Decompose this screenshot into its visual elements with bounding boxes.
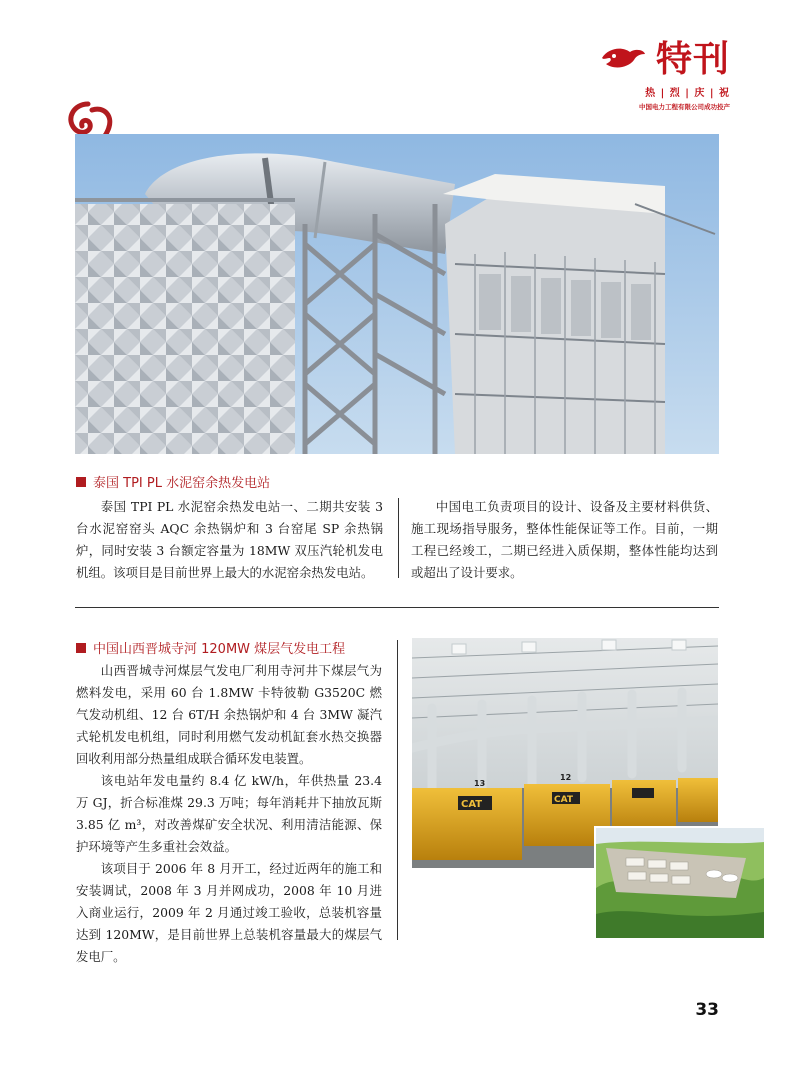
section2-heading <box>76 638 345 657</box>
masthead-title: 特刊 <box>655 39 730 80</box>
masthead-org: 中国电力工程有限公司成功投产 <box>639 103 730 111</box>
section2-paragraph: 山西晋城寺河煤层气发电厂利用寺河井下煤层气为燃料发电，采用 60 台 1.8MW 卡特彼勒 G3520C 燃气发动机组、12 台 6T/H 余热锅炉和 4 台 3MW 凝汽式轮机发电机组，同时利用燃气发动机缸套水热交换器回收利用部分热量组成联合循环发电装置。 <box>76 663 382 766</box>
boiler-plant-photo <box>75 134 719 454</box>
section1-right-paragraph: 中国电工负责项目的设计、设备及主要材料供货、施工现场指导服务，整体性能保证等工作。目前，一期工程已经竣工，二期已经进入质保期，整体性能均达到或超出了设计要求。 <box>411 499 718 580</box>
heading-bullet-icon <box>76 477 86 487</box>
masthead <box>600 39 730 116</box>
section2-body <box>76 660 382 968</box>
column-divider <box>397 640 398 940</box>
section1-right-column <box>411 496 718 584</box>
cat-label: CAT <box>461 799 483 810</box>
section1-heading-text: 泰国 TPI PL 水泥窑余热发电站 <box>93 476 271 491</box>
column-divider <box>398 498 399 578</box>
cat-label: CAT <box>554 795 574 805</box>
section-divider <box>75 607 719 608</box>
heading-bullet-icon <box>76 643 86 653</box>
section1-left-paragraph: 泰国 TPI PL 水泥窑余热发电站一、二期共安装 3 台水泥窑窑头 AQC 余热锅炉和 3 台窑尾 SP 余热锅炉，同时安装 3 台额定容量为 18MW 双压汽轮机发电机组。该项目是目前世界上最大的水泥窑余热发电站。 <box>76 499 383 580</box>
page-number: 33 <box>695 1000 719 1020</box>
masthead-logo-icon <box>600 44 646 74</box>
section2-paragraph: 该项目于 2006 年 8 月开工，经过近两年的施工和安装调试，2008 年 3 月并网成功，2008 年 10 月进入商业运行，2009 年 2 月通过竣工验收，总装机容量达到 120MW，是目前世界上总装机容量最大的煤层气发电厂。 <box>76 861 382 964</box>
unit-number: 12 <box>560 773 572 782</box>
aerial-rendering-photo <box>594 826 766 940</box>
section2-heading-text: 中国山西晋城寺河 120MW 煤层气发电工程 <box>93 642 346 657</box>
unit-number: 13 <box>474 779 486 788</box>
section2-paragraph: 该电站年发电量约 8.4 亿 kW/h，年供热量 23.4 万 GJ，折合标准煤 29.3 万吨；每年消耗井下抽放瓦斯 3.85 亿 m³，对改善煤矿安全状况、利用清洁能源、保护环境等产生多重社会效益。 <box>76 773 382 854</box>
section1-left-column <box>76 496 383 584</box>
masthead-subtitle: 热 | 烈 | 庆 | 祝 <box>645 88 730 99</box>
section1-heading <box>76 472 270 491</box>
